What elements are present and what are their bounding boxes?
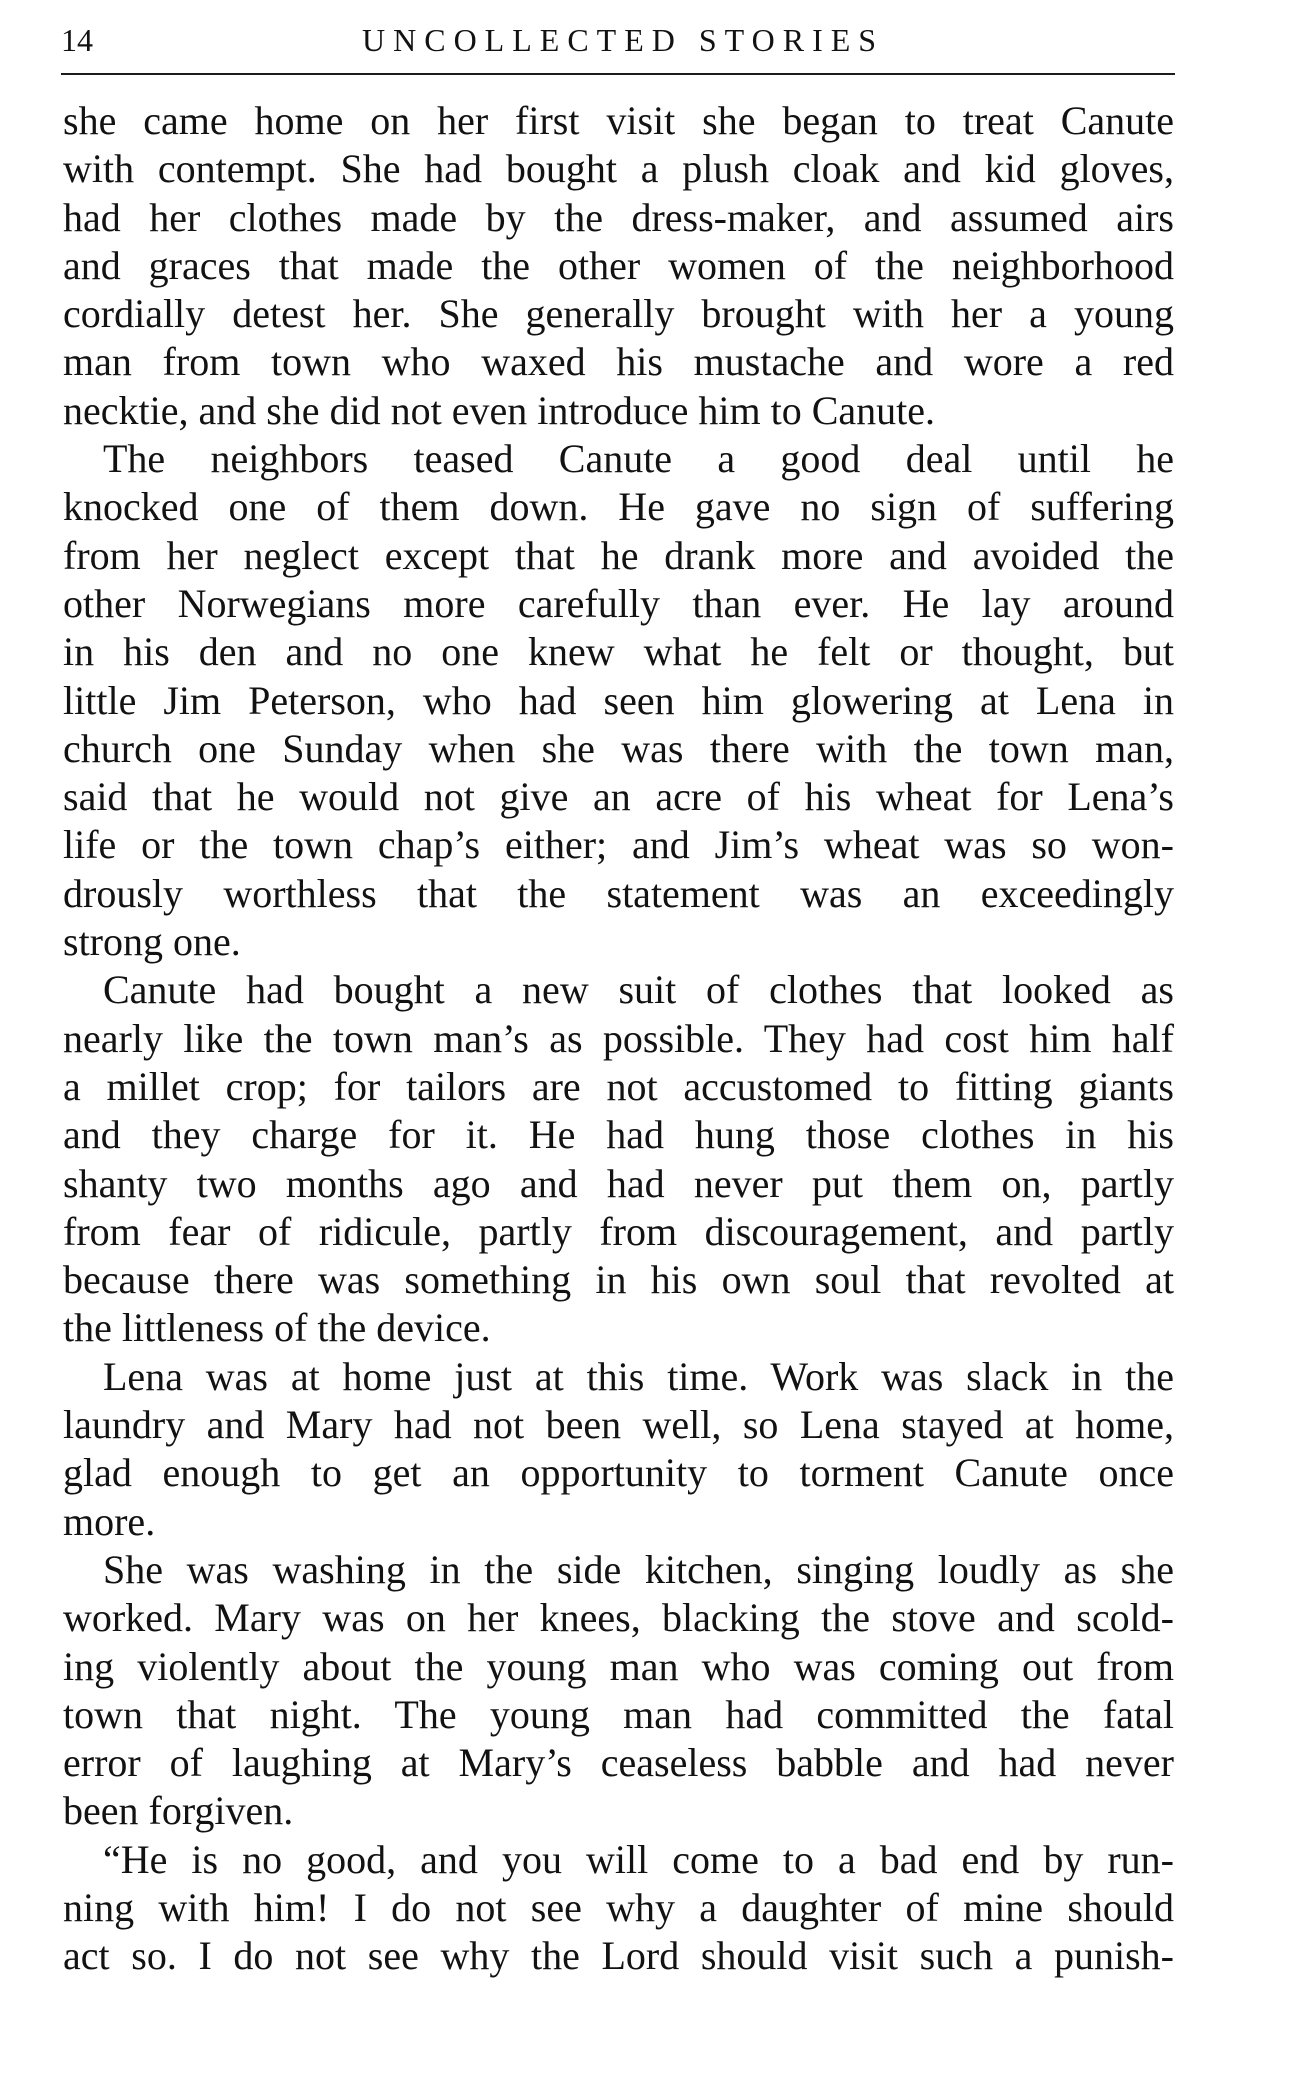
text-line: from her neglect except that he drank more and avoided the [63, 532, 1174, 578]
text-line: from fear of ridicule, partly from discouragement, and partly [63, 1208, 1174, 1254]
paragraph [63, 1353, 1174, 1546]
text-line: error of laughing at Mary’s ceaseless babble and had never [63, 1740, 1174, 1786]
text-line: in his den and no one knew what he felt or thought, but [63, 629, 1174, 675]
text-line: man from town who waxed his mustache and wore a red [63, 339, 1174, 385]
text-line: strong one. [63, 919, 241, 965]
text-line: said that he would not give an acre of his wheat for Lena’s [63, 774, 1174, 820]
body-text [63, 97, 1174, 1981]
text-line: The neighbors teased Canute a good deal until he [103, 436, 1174, 482]
text-line: been forgiven. [63, 1788, 294, 1834]
text-line: cordially detest her. She generally brought with her a young [63, 291, 1174, 337]
text-line: ning with him! I do not see why a daughter of mine should [63, 1884, 1174, 1930]
text-line: knocked one of them down. He gave no sign of suffering [63, 484, 1174, 530]
text-line: and graces that made the other women of the neighborhood [63, 242, 1174, 288]
text-line: worked. Mary was on her knees, blacking the stove and scold- [63, 1595, 1174, 1641]
paragraph [63, 1546, 1174, 1836]
paragraph [63, 966, 1174, 1352]
paragraph [63, 435, 1174, 966]
text-line: nearly like the town man’s as possible. They had cost him half [63, 1015, 1174, 1061]
text-line: town that night. The young man had committed the fatal [63, 1691, 1174, 1737]
text-line: Canute had bought a new suit of clothes that looked as [103, 967, 1174, 1013]
text-line: because there was something in his own soul that revolted at [63, 1257, 1174, 1303]
text-line: ing violently about the young man who was coming out from [63, 1643, 1174, 1689]
text-line: church one Sunday when she was there with the town man, [63, 725, 1174, 771]
text-line: other Norwegians more carefully than ever. He lay around [63, 580, 1174, 626]
paragraph [63, 1836, 1174, 1981]
text-line: act so. I do not see why the Lord should visit such a punish- [63, 1933, 1174, 1979]
text-line: laundry and Mary had not been well, so Lena stayed at home, [63, 1402, 1174, 1448]
text-line: more. [63, 1498, 156, 1544]
text-line: with contempt. She had bought a plush cloak and kid gloves, [63, 146, 1174, 192]
page-number: 14 [61, 22, 93, 58]
text-line: drously worthless that the statement was an exceedingly [63, 870, 1174, 916]
header-rule [61, 73, 1175, 75]
paragraph [63, 97, 1174, 435]
text-line: necktie, and she did not even introduce him to Canute. [63, 387, 935, 433]
text-line: She was washing in the side kitchen, singing loudly as she [103, 1546, 1174, 1592]
running-title: UNCOLLECTED STORIES [362, 22, 885, 58]
text-line: the littleness of the device. [63, 1305, 491, 1351]
text-line: shanty two months ago and had never put them on, partly [63, 1160, 1174, 1206]
text-line: life or the town chap’s either; and Jim’s wheat was so won- [63, 822, 1174, 868]
text-line: she came home on her first visit she began to treat Canute [63, 98, 1174, 143]
text-line: glad enough to get an opportunity to torment Canute once [63, 1450, 1174, 1496]
text-line: and they charge for it. He had hung those clothes in his [63, 1112, 1174, 1158]
text-line: a millet crop; for tailors are not accustomed to fitting giants [63, 1063, 1174, 1109]
text-line: little Jim Peterson, who had seen him glowering at Lena in [63, 677, 1174, 723]
text-line: had her clothes made by the dress-maker, and assumed airs [63, 194, 1174, 240]
text-line: “He is no good, and you will come to a bad end by run- [103, 1836, 1174, 1882]
text-line: Lena was at home just at this time. Work was slack in the [103, 1353, 1174, 1399]
